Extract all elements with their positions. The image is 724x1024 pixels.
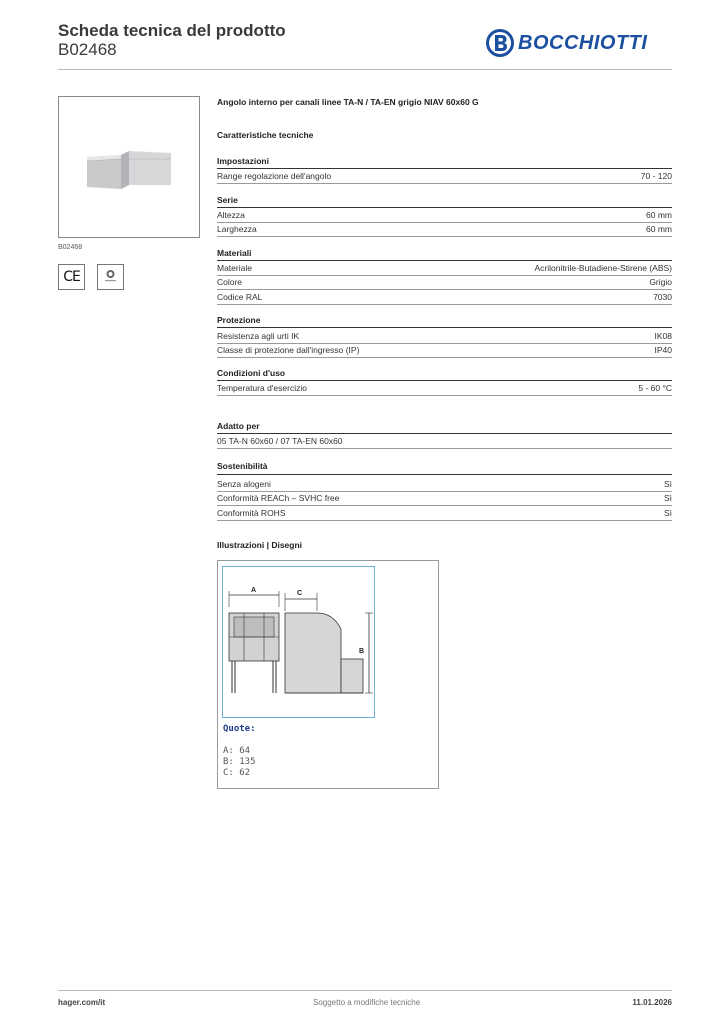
- footer-date: 11.01.2026: [632, 998, 672, 1007]
- section-title-serie: Serie: [217, 195, 238, 205]
- spec-label: Senza alogeni: [217, 479, 271, 489]
- document-title: Scheda tecnica del prodotto: [58, 21, 286, 40]
- spec-row: [217, 208, 672, 223]
- quote-line: A: 64: [223, 746, 251, 756]
- dimension-drawing: [223, 567, 374, 717]
- quote-line: C: 62: [223, 768, 251, 778]
- spec-value: 7030: [653, 292, 672, 302]
- spec-row: [217, 275, 672, 290]
- footer-site-link[interactable]: hager.com/it: [58, 998, 106, 1007]
- spec-value: Sì: [663, 479, 672, 489]
- spec-value: 60 mm: [646, 210, 672, 220]
- spec-value: IK08: [654, 331, 672, 341]
- spec-heading: Caratteristiche tecniche: [217, 130, 314, 140]
- section-title-protezione: Protezione: [217, 315, 261, 325]
- spec-label: Temperatura d'esercizio: [217, 383, 307, 393]
- brand-logo-icon: [486, 29, 514, 57]
- product-image: [58, 96, 200, 238]
- dim-label-a: A: [251, 587, 257, 594]
- product-name: Angolo interno per canali linee TA-N / TA-EN grigio NIAV 60x60 G: [217, 97, 479, 107]
- spec-value: Acrilonitrile-Butadiene-Stirene (ABS): [534, 263, 672, 273]
- product-photo: [59, 97, 199, 237]
- certification-mark-graphic: [98, 265, 123, 289]
- section-title-materiali: Materiali: [217, 248, 252, 258]
- ce-mark-text: CE: [63, 269, 80, 285]
- product-image-caption: B02468: [58, 244, 83, 251]
- spec-label: Codice RAL: [217, 292, 263, 302]
- section-rule: [217, 327, 672, 328]
- spec-label: Larghezza: [217, 224, 257, 234]
- header-divider: [58, 69, 672, 70]
- spec-row: [217, 381, 672, 396]
- spec-row: [217, 329, 672, 344]
- spec-value: 5 - 60 °C: [638, 383, 672, 393]
- spec-label: Resistenza agli urti IK: [217, 331, 300, 341]
- spec-label: Range regolazione dell'angolo: [217, 171, 332, 181]
- spec-value: 70 - 120: [640, 171, 672, 181]
- spec-row: [217, 506, 672, 521]
- spec-row: [217, 477, 672, 492]
- section-title-sostenibilita: Sostenibilità: [217, 461, 268, 471]
- spec-value: Grigio: [649, 277, 672, 287]
- dim-label-c: C: [297, 590, 303, 597]
- spec-label: 05 TA-N 60x60 / 07 TA-EN 60x60: [217, 436, 343, 446]
- footer-divider: [58, 990, 672, 991]
- spec-row: [217, 261, 672, 276]
- brand-name: BOCCHIOTTI: [518, 32, 648, 54]
- spec-label: Classe di protezione dall'ingresso (IP): [217, 345, 360, 355]
- spec-label: Altezza: [217, 210, 245, 220]
- illustrations-title: Illustrazioni | Disegni: [217, 540, 303, 550]
- spec-value: Sì: [663, 493, 672, 503]
- footer-note: Soggetto a modifiche tecniche: [313, 998, 421, 1007]
- spec-value: IP40: [654, 345, 672, 355]
- spec-label: Conformità ROHS: [217, 508, 286, 518]
- spec-row: [217, 343, 672, 358]
- spec-label: Materiale: [217, 263, 252, 273]
- section-title-impostazioni: Impostazioni: [217, 156, 269, 166]
- spec-row: [217, 169, 672, 184]
- spec-row: [217, 434, 672, 449]
- dim-label-b: B: [359, 648, 365, 655]
- technical-drawing: [222, 566, 375, 718]
- section-title-condizioni: Condizioni d'uso: [217, 368, 286, 378]
- quote-line: B: 135: [223, 757, 256, 767]
- brand-logo: [486, 29, 666, 57]
- spec-row: [217, 290, 672, 305]
- spec-row: [217, 222, 672, 237]
- spec-label: Colore: [217, 277, 243, 287]
- spec-row: [217, 491, 672, 506]
- section-title-adatto-per: Adatto per: [217, 421, 260, 431]
- product-code: B02468: [58, 40, 117, 59]
- spec-value: 60 mm: [646, 224, 672, 234]
- spec-label: Conformità REACh – SVHC free: [217, 493, 340, 503]
- certification-mark-icon: [97, 264, 124, 290]
- spec-value: Sì: [663, 508, 672, 518]
- quotes-title: Quote:: [223, 724, 256, 734]
- ce-mark-icon: [58, 264, 85, 290]
- section-rule: [217, 474, 672, 475]
